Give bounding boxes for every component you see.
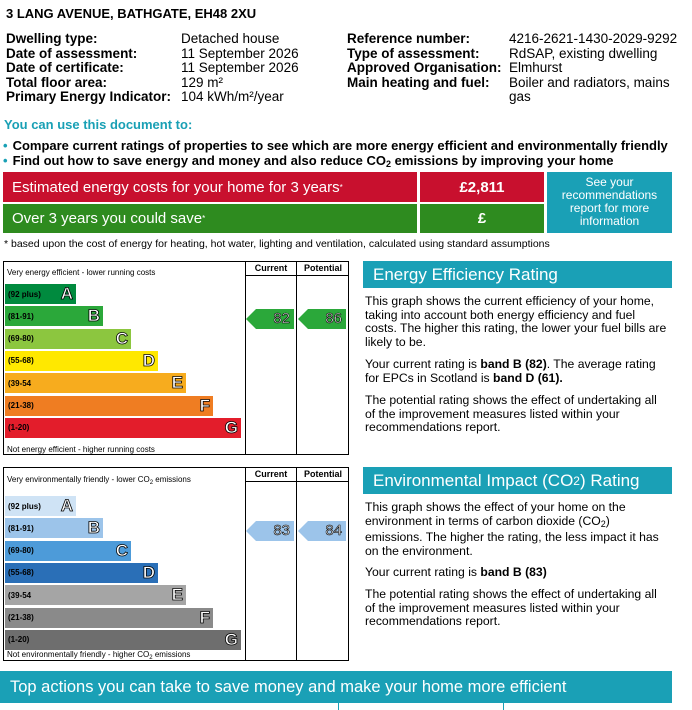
detail-value: 11 September 2026 [181, 45, 299, 61]
label-text: emissions [153, 475, 191, 484]
header-divider [245, 481, 349, 482]
column-divider [245, 262, 246, 454]
recommendations-note: See your recommendations report for more information [547, 172, 672, 233]
detail-value-group [509, 76, 670, 105]
potential-column-header: Potential [303, 469, 342, 479]
heading-text: ) Rating [579, 470, 640, 490]
energy-rating-chart [3, 261, 349, 455]
bullet-text: emissions by improving your home [391, 153, 614, 168]
band-letter: G [224, 417, 238, 437]
band-letter: A [60, 284, 73, 303]
band-letter: F [199, 607, 210, 627]
detail-row [6, 32, 299, 47]
heading-text: Environmental Impact (CO [373, 470, 574, 490]
band-range: (39-54 [8, 378, 32, 388]
subscript: 2 [149, 480, 154, 486]
subscript: 2 [573, 473, 580, 488]
label-text: Not environmentally friendly - higher CO [7, 650, 150, 659]
energy-bottom-label: Not energy efficient - higher running costs [7, 445, 155, 454]
uses-title: You can use this document to: [4, 117, 193, 132]
bullet-dot-icon: • [3, 153, 8, 168]
band-letter: G [224, 629, 238, 649]
rating-band-d [5, 351, 158, 371]
band-range: (81-91) [8, 523, 34, 533]
detail-label: Date of certificate: [6, 60, 124, 75]
detail-value: Boiler and radiators, mains [509, 74, 670, 90]
environment-potential-arrow [298, 521, 346, 541]
rating-band-c [5, 329, 131, 349]
text: ) emissions. The higher the rating, the less impact it has on the environment. [365, 513, 659, 558]
band-range: (69-80) [8, 334, 34, 344]
environment-paragraph-3: The potential rating shows the effect of undertaking all of the improvement measures listed within your recommendations report. [365, 587, 657, 628]
rating-band-g [5, 418, 241, 438]
rating-band-a [5, 496, 76, 516]
rating-band-f [5, 396, 213, 416]
energy-top-label: Very energy efficient - lower running costs [7, 268, 156, 277]
band-range: (39-54 [8, 590, 32, 600]
column-divider [245, 468, 246, 660]
detail-label: Total floor area: [6, 74, 108, 90]
band-range: (21-38) [8, 613, 34, 622]
footnote-marker: * [202, 214, 206, 223]
band-range: (92 plus) [8, 289, 41, 299]
detail-row [347, 32, 677, 47]
savings-text: Over 3 years you could save [12, 210, 203, 227]
average-band: band D (61). [493, 370, 563, 385]
estimated-costs-label [3, 172, 417, 202]
text: Your current rating is [365, 357, 481, 371]
bullet-dot-icon: • [3, 138, 8, 153]
rating-band-a [5, 284, 76, 304]
text: . The average rating for EPCs in Scotland is [365, 357, 656, 385]
detail-row [347, 61, 677, 76]
detail-row [6, 61, 299, 76]
detail-value: 129 m² [181, 74, 224, 90]
detail-value: Elmhurst [509, 60, 563, 75]
header-divider [245, 275, 349, 276]
energy-paragraph-1: This graph shows the current efficiency of your home, taking into account both energy efficiency and fuel costs. The higher this rating, the lower your fuel bills are likely to be. [365, 294, 667, 349]
subscript: 2 [386, 159, 392, 169]
rating-band-f [5, 608, 213, 628]
label-text: Very environmentally friendly - lower CO [7, 475, 150, 484]
rating-band-e [5, 373, 186, 393]
band-range: (55-68) [8, 568, 34, 578]
band-letter: D [142, 350, 155, 370]
details-right [347, 32, 677, 105]
rating-band-c [5, 541, 131, 561]
rating-band-g [5, 630, 241, 650]
band-letter: E [171, 585, 183, 605]
detail-row [6, 90, 299, 105]
text: This graph shows the effect of your home on the environment in terms of carbon dioxide (CO [365, 500, 626, 528]
savings-label [3, 204, 417, 233]
energy-paragraph-2 [365, 358, 670, 385]
bullet-text: Find out how to save energy and money and also reduce CO [12, 153, 387, 168]
detail-label: Date of assessment: [6, 45, 138, 61]
current-column-header: Current [254, 469, 288, 479]
label-text: emissions [152, 650, 191, 659]
environment-paragraph-2 [365, 566, 670, 580]
property-address: 3 LANG AVENUE, BATHGATE, EH48 2XU [6, 6, 257, 21]
energy-potential-arrow [298, 309, 346, 329]
table-divider [338, 703, 339, 710]
rating-band-d [5, 563, 158, 583]
detail-row [6, 76, 299, 91]
detail-row [347, 47, 677, 62]
current-column-header: Current [254, 263, 288, 273]
energy-rating-heading: Energy Efficiency Rating [363, 261, 672, 288]
footnote-marker: * [339, 182, 343, 192]
band-range: (69-80) [8, 546, 34, 556]
bullet-item [3, 153, 614, 172]
rating-band-b [5, 518, 103, 538]
subscript: 2 [600, 518, 606, 529]
energy-current-arrow [246, 309, 294, 329]
rating-value: 83 [273, 522, 290, 540]
estimated-costs-value: £2,811 [420, 172, 544, 202]
savings-value: £ [420, 204, 544, 233]
table-divider [503, 703, 504, 710]
cost-footnote: * based upon the cost of energy for heating, hot water, lighting and ventilation, calculated using standard assumptions [4, 238, 550, 250]
column-divider [296, 262, 297, 454]
band-letter: B [87, 306, 100, 326]
detail-label: Dwelling type: [6, 31, 98, 46]
band-range: (55-68) [8, 356, 34, 366]
bullet-text: Compare current ratings of properties to see which are more energy efficient and environmentally friendly [12, 138, 668, 153]
rating-value: 86 [325, 310, 342, 328]
detail-row [347, 76, 677, 105]
band-range: (92 plus) [8, 501, 41, 511]
bullet-item [3, 138, 668, 153]
text: Your current rating is [365, 565, 481, 579]
column-divider [296, 468, 297, 660]
current-band: band B (83) [480, 565, 547, 579]
band-letter: C [115, 328, 128, 348]
rating-value: 84 [325, 522, 342, 540]
rating-value: 82 [273, 310, 290, 328]
energy-paragraph-3: The potential rating shows the effect of undertaking all of the improvement measures listed within your recommendations report. [365, 393, 657, 434]
detail-label: Approved Organisation: [347, 60, 502, 75]
detail-label: Primary Energy Indicator: [6, 89, 172, 104]
environment-bottom-label [7, 650, 190, 661]
rating-band-e [5, 585, 186, 605]
detail-label: Type of assessment: [347, 45, 480, 61]
band-range: (1-20) [8, 635, 30, 645]
environment-top-label [7, 475, 191, 486]
band-range: (1-20) [8, 423, 30, 433]
current-band: band B (82) [480, 357, 547, 371]
potential-column-header: Potential [303, 263, 342, 273]
detail-row [6, 47, 299, 62]
band-range: (21-38) [8, 401, 34, 410]
detail-label: Reference number: [347, 31, 471, 46]
detail-value: 4216-2621-1430-2029-9292 [509, 31, 678, 46]
environment-rating-chart [3, 467, 349, 661]
environment-current-arrow [246, 521, 294, 541]
detail-value: RdSAP, existing dwelling [509, 45, 658, 61]
band-letter: A [60, 496, 73, 515]
detail-value: 11 September 2026 [181, 60, 299, 75]
band-letter: F [199, 395, 210, 415]
band-range: (81-91) [8, 311, 34, 321]
estimated-costs-text: Estimated energy costs for your home for 3 years [12, 178, 340, 196]
detail-value: Detached house [181, 31, 280, 46]
band-letter: C [115, 540, 128, 560]
band-letter: E [171, 373, 183, 393]
band-letter: D [142, 562, 155, 582]
detail-label: Main heating and fuel: [347, 74, 490, 90]
band-letter: B [87, 518, 100, 538]
rating-band-b [5, 306, 103, 326]
environment-rating-heading [363, 467, 672, 494]
top-actions-heading: Top actions you can take to save money and make your home more efficient [0, 671, 672, 703]
detail-value: 104 kWh/m²/year [181, 89, 284, 104]
detail-value-continued: gas [509, 89, 531, 104]
environment-paragraph-1 [365, 501, 670, 558]
details-left [6, 32, 299, 105]
subscript: 2 [149, 655, 153, 661]
